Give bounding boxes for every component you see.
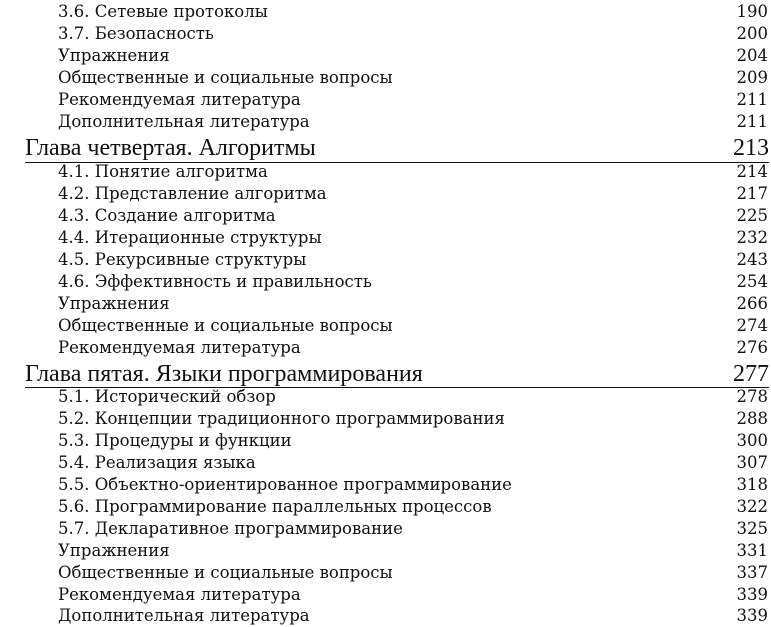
toc-entry <box>0 386 771 408</box>
toc-entry <box>0 161 771 183</box>
toc-entry-title: 5.1. Исторический обзор <box>58 387 276 406</box>
toc-entry-title: Общественные и социальные вопросы <box>58 563 393 582</box>
toc-chapter-heading <box>0 134 771 162</box>
toc-entry-page: 200 <box>736 24 768 43</box>
toc-entry-title: 5.6. Программирование параллельных процессов <box>58 497 492 516</box>
toc-entry <box>0 205 771 227</box>
toc-entry-title: 4.5. Рекурсивные структуры <box>58 250 307 269</box>
toc-entry-page: 337 <box>736 563 768 582</box>
toc-entry-page: 339 <box>736 606 768 625</box>
toc-entry-title: Общественные и социальные вопросы <box>58 316 393 335</box>
toc-entry-page: 274 <box>736 316 768 335</box>
toc-entry-title: 5.2. Концепции традиционного программирования <box>58 409 505 428</box>
toc-entry-page: 254 <box>736 272 768 291</box>
chapter-page: 213 <box>733 135 769 161</box>
toc-entry-page: 209 <box>736 68 768 87</box>
toc-entry-title: Рекомендуемая литература <box>58 585 301 604</box>
toc-entry-page: 276 <box>736 338 768 357</box>
toc-entry-page: 278 <box>736 387 768 406</box>
toc-entry-page: 300 <box>736 431 768 450</box>
toc-entry-title: 4.1. Понятие алгоритма <box>58 162 268 181</box>
toc-entry <box>0 496 771 518</box>
toc-entry-title: Дополнительная литература <box>58 112 310 131</box>
toc-entry-title: Рекомендуемая литература <box>58 338 301 357</box>
toc-entry-title: 5.4. Реализация языка <box>58 453 256 472</box>
toc-entry-title: 5.5. Объектно-ориентированное программирование <box>58 475 512 494</box>
toc-entry <box>0 337 771 359</box>
toc-entry <box>0 584 771 606</box>
toc-entry <box>0 23 771 45</box>
toc-entry <box>0 249 771 271</box>
toc-entry <box>0 45 771 67</box>
toc-entry-page: 288 <box>736 409 768 428</box>
toc-entry-page: 318 <box>736 475 768 494</box>
toc-entry-title: Упражнения <box>58 46 170 65</box>
toc-entry-title: 4.6. Эффективность и правильность <box>58 272 372 291</box>
toc-entry <box>0 183 771 205</box>
toc-entry-title: Рекомендуемая литература <box>58 90 301 109</box>
toc-entry-title: 3.7. Безопасность <box>58 24 214 43</box>
toc-entry <box>0 315 771 337</box>
toc-entry-page: 211 <box>736 112 768 131</box>
toc-entry-page: 217 <box>736 184 768 203</box>
toc-entry <box>0 227 771 249</box>
toc-entry-page: 331 <box>736 541 768 560</box>
toc-entry <box>0 605 771 627</box>
toc-entry <box>0 452 771 474</box>
toc-entry-page: 243 <box>736 250 768 269</box>
chapter-title: Глава пятая. Языки программирования <box>25 361 423 387</box>
toc-entry-title: Упражнения <box>58 541 170 560</box>
toc-entry-page: 190 <box>736 2 768 21</box>
toc-entry-page: 339 <box>736 585 768 604</box>
toc-entry <box>0 67 771 89</box>
toc-entry-page: 211 <box>736 90 768 109</box>
toc-chapter-heading <box>0 360 771 388</box>
toc-entry-page: 204 <box>736 46 768 65</box>
toc-entry <box>0 1 771 23</box>
toc-entry-title: 5.7. Декларативное программирование <box>58 519 403 538</box>
toc-entry <box>0 293 771 315</box>
toc-entry-page: 225 <box>736 206 768 225</box>
toc-entry-page: 214 <box>736 162 768 181</box>
toc-entry-title: Общественные и социальные вопросы <box>58 68 393 87</box>
chapter-title: Глава четвертая. Алгоритмы <box>25 135 316 161</box>
toc-entry-title: 4.3. Создание алгоритма <box>58 206 276 225</box>
toc-entry <box>0 408 771 430</box>
toc-entry <box>0 474 771 496</box>
toc-entry <box>0 271 771 293</box>
toc-entry-page: 322 <box>736 497 768 516</box>
toc-entry <box>0 518 771 540</box>
toc-entry-title: 5.3. Процедуры и функции <box>58 431 292 450</box>
toc-entry-title: 4.4. Итерационные структуры <box>58 228 322 247</box>
toc-entry-page: 325 <box>736 519 768 538</box>
toc-entry <box>0 430 771 452</box>
toc-entry <box>0 540 771 562</box>
toc-entry-title: 3.6. Сетевые протоколы <box>58 2 268 21</box>
toc-entry-page: 266 <box>736 294 768 313</box>
toc-entry <box>0 89 771 111</box>
toc-entry-title: Дополнительная литература <box>58 606 310 625</box>
toc-entry <box>0 111 771 133</box>
toc-entry-title: 4.2. Представление алгоритма <box>58 184 327 203</box>
toc-entry-title: Упражнения <box>58 294 170 313</box>
toc-entry-page: 307 <box>736 453 768 472</box>
chapter-page: 277 <box>733 361 769 387</box>
toc-entry <box>0 562 771 584</box>
toc-entry-page: 232 <box>736 228 768 247</box>
